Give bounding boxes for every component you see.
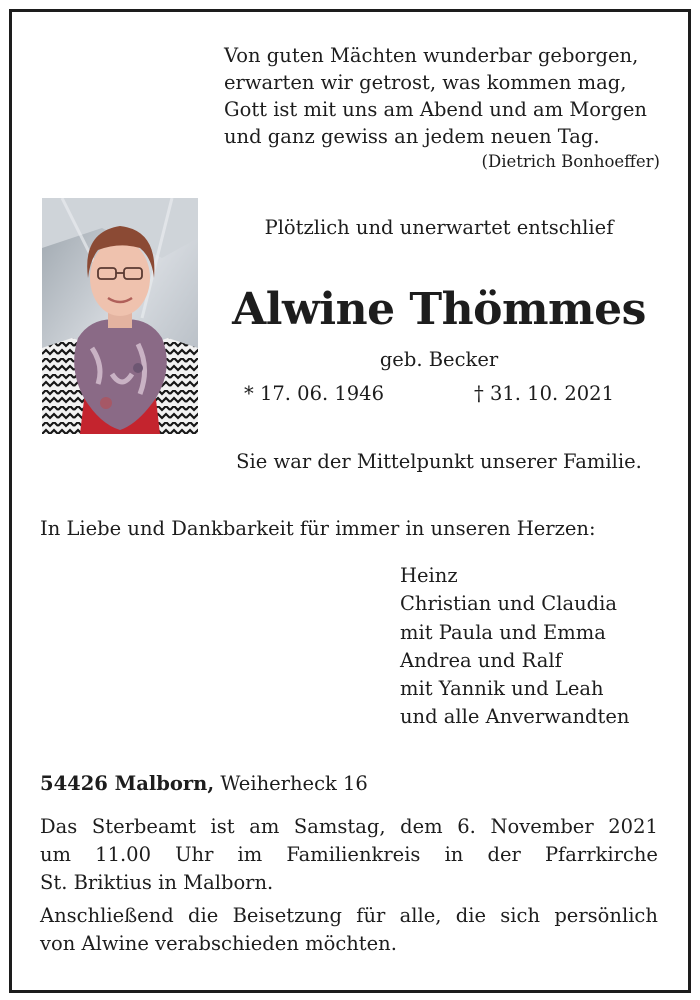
word: alle, bbox=[399, 904, 442, 927]
deceased-name: Alwine Thömmes bbox=[232, 284, 646, 335]
mourner-name: Heinz bbox=[400, 564, 458, 587]
poem-line: erwarten wir getrost, was kommen mag, bbox=[224, 71, 627, 94]
word: 6. bbox=[457, 815, 476, 838]
love-line: In Liebe und Dankbarkeit für immer in unseren Herzen: bbox=[40, 517, 596, 540]
service-paragraph bbox=[40, 813, 658, 897]
word: die bbox=[188, 904, 219, 927]
tagline: Sie war der Mittelpunkt unserer Familie. bbox=[236, 450, 642, 473]
intro-text: Plötzlich und unerwartet entschlief bbox=[264, 216, 614, 239]
word: Pfarrkirche bbox=[544, 843, 658, 866]
word: Sterbeamt bbox=[91, 815, 196, 838]
word: dem bbox=[400, 815, 443, 838]
word: in bbox=[444, 843, 464, 866]
address-street: Weiherheck 16 bbox=[220, 772, 368, 795]
word: Anschließend bbox=[40, 904, 174, 927]
maiden-name: geb. Becker bbox=[379, 348, 499, 371]
word: um bbox=[40, 843, 72, 866]
word: November bbox=[490, 815, 594, 838]
word: persönlich bbox=[554, 904, 658, 927]
word: der bbox=[487, 843, 521, 866]
word: 2021 bbox=[608, 815, 658, 838]
service-line-2 bbox=[40, 841, 658, 869]
word: Uhr bbox=[175, 843, 214, 866]
mourner-name: mit Paula und Emma bbox=[400, 620, 606, 644]
word: Familienkreis bbox=[286, 843, 421, 866]
word: Das bbox=[40, 815, 78, 838]
word: 11.00 bbox=[95, 843, 151, 866]
mourners-list bbox=[400, 562, 629, 732]
mourner-name: mit Yannik und Leah bbox=[400, 677, 604, 701]
word: ist bbox=[210, 815, 235, 838]
burial-line-2: von Alwine verabschieden möchten. bbox=[40, 932, 397, 955]
poem-line: Gott ist mit uns am Abend und am Morgen bbox=[224, 98, 647, 121]
poem bbox=[224, 42, 647, 150]
poem-line: Von guten Mächten wunderbar geborgen, bbox=[224, 44, 639, 67]
word: für bbox=[356, 904, 386, 927]
mourner-name: Andrea und Ralf bbox=[400, 648, 562, 672]
birth-date: * 17. 06. 1946 bbox=[244, 382, 384, 405]
mourner-name: und alle Anverwandten bbox=[400, 705, 630, 729]
mourner-name: Christian und Claudia bbox=[400, 592, 617, 616]
service-line-1 bbox=[40, 813, 658, 841]
word: die bbox=[455, 904, 487, 927]
poem-author: (Dietrich Bonhoeffer) bbox=[481, 152, 660, 171]
death-date: † 31. 10. 2021 bbox=[474, 382, 614, 405]
word: Samstag, bbox=[293, 815, 386, 838]
service-line-3: St. Briktius in Malborn. bbox=[40, 871, 274, 894]
portrait-photo bbox=[42, 198, 198, 434]
poem-line: und ganz gewiss an jedem neuen Tag. bbox=[224, 125, 600, 148]
address bbox=[40, 772, 368, 795]
word: Beisetzung bbox=[232, 904, 342, 927]
burial-line-1 bbox=[40, 902, 658, 930]
address-place: 54426 Malborn, bbox=[40, 772, 215, 795]
burial-paragraph bbox=[40, 902, 658, 958]
word: am bbox=[249, 815, 280, 838]
word: sich bbox=[500, 904, 541, 927]
word: im bbox=[237, 843, 263, 866]
